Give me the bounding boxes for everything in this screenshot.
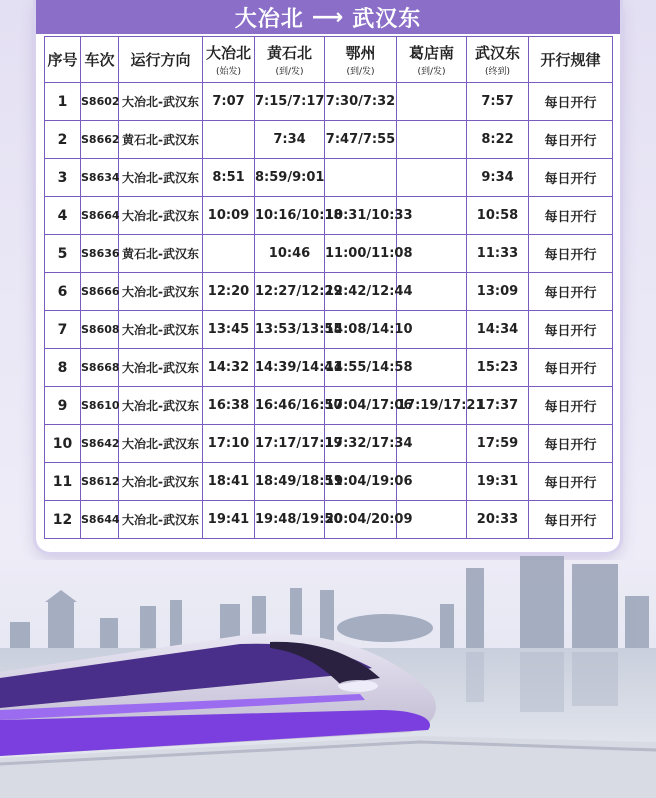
wuhan-east-time-cell: 20:33: [467, 501, 529, 539]
route-direction-cell: 大冶北-武汉东: [119, 501, 203, 539]
column-header-label: 车次: [84, 51, 115, 69]
operation-rule-cell: 每日开行: [529, 501, 613, 539]
column-header-label: 武汉东: [474, 44, 520, 62]
table-row: [45, 159, 613, 197]
daye-north-time-cell: 13:45: [203, 311, 255, 349]
row-number-cell: 9: [45, 387, 81, 425]
column-header-label: 葛店南: [408, 44, 454, 62]
train-number-cell: S8634: [81, 159, 119, 197]
column-header: [397, 37, 467, 83]
route-direction-cell: 大冶北-武汉东: [119, 83, 203, 121]
row-number-cell: 3: [45, 159, 81, 197]
wuhan-east-time-cell: 13:09: [467, 273, 529, 311]
column-header-note: (到/发): [346, 67, 375, 77]
huangshi-north-time-cell: 19:48/19:50: [255, 501, 325, 539]
route-direction-cell: 大冶北-武汉东: [119, 425, 203, 463]
table-row: [45, 349, 613, 387]
huangshi-north-time-cell: 18:49/18:51: [255, 463, 325, 501]
operation-rule-cell: 每日开行: [529, 387, 613, 425]
title-destination: 武汉东: [352, 6, 422, 32]
ezhou-time-cell: 10:31/10:33: [325, 197, 397, 235]
wuhan-east-time-cell: 7:57: [467, 83, 529, 121]
row-number-cell: 4: [45, 197, 81, 235]
daye-north-time-cell: 16:38: [203, 387, 255, 425]
table-row: [45, 463, 613, 501]
ezhou-time-cell: [325, 159, 397, 197]
ezhou-time-cell: 14:55/14:58: [325, 349, 397, 387]
operation-rule-cell: 每日开行: [529, 83, 613, 121]
ezhou-time-cell: 19:04/19:06: [325, 463, 397, 501]
row-number-cell: 12: [45, 501, 81, 539]
row-number-cell: 5: [45, 235, 81, 273]
huangshi-north-time-cell: 12:27/12:29: [255, 273, 325, 311]
column-header: [325, 37, 397, 83]
daye-north-time-cell: 18:41: [203, 463, 255, 501]
column-header: [81, 37, 119, 83]
wuhan-east-time-cell: 14:34: [467, 311, 529, 349]
table-row: [45, 311, 613, 349]
train-number-cell: S8666: [81, 273, 119, 311]
column-header-note: (到/发): [417, 67, 446, 77]
operation-rule-cell: 每日开行: [529, 463, 613, 501]
train-number-cell: S8642: [81, 425, 119, 463]
wuhan-east-time-cell: 17:37: [467, 387, 529, 425]
route-direction-cell: 黄石北-武汉东: [119, 121, 203, 159]
table-row: [45, 425, 613, 463]
row-number-cell: 11: [45, 463, 81, 501]
gedian-south-time-cell: [397, 159, 467, 197]
table-row: [45, 83, 613, 121]
route-direction-cell: 大冶北-武汉东: [119, 349, 203, 387]
train-number-cell: S8662: [81, 121, 119, 159]
daye-north-time-cell: 12:20: [203, 273, 255, 311]
row-number-cell: 1: [45, 83, 81, 121]
operation-rule-cell: 每日开行: [529, 273, 613, 311]
wuhan-east-time-cell: 15:23: [467, 349, 529, 387]
column-header-label: 开行规律: [540, 51, 601, 69]
daye-north-time-cell: 14:32: [203, 349, 255, 387]
huangshi-north-time-cell: 10:16/10:18: [255, 197, 325, 235]
row-number-cell: 8: [45, 349, 81, 387]
daye-north-time-cell: 7:07: [203, 83, 255, 121]
arrow-icon: ⟶: [311, 4, 345, 30]
operation-rule-cell: 每日开行: [529, 349, 613, 387]
train-number-cell: S8644: [81, 501, 119, 539]
huangshi-north-time-cell: 7:15/7:17: [255, 83, 325, 121]
column-header-label: 运行方向: [130, 51, 191, 69]
ezhou-time-cell: 20:04/20:09: [325, 501, 397, 539]
gedian-south-time-cell: 17:19/17:21: [397, 387, 467, 425]
route-direction-cell: 大冶北-武汉东: [119, 463, 203, 501]
table-row: [45, 197, 613, 235]
train-number-cell: S8602: [81, 83, 119, 121]
table-row: [45, 235, 613, 273]
column-header-note: (始发): [215, 67, 242, 77]
ezhou-time-cell: 7:47/7:55: [325, 121, 397, 159]
operation-rule-cell: 每日开行: [529, 159, 613, 197]
operation-rule-cell: 每日开行: [529, 311, 613, 349]
timetable-title: [36, 0, 620, 34]
route-direction-cell: 大冶北-武汉东: [119, 273, 203, 311]
timetable-card: [36, 0, 620, 552]
column-header-note: (终到): [484, 67, 511, 77]
column-header-label: 鄂州: [345, 44, 376, 62]
huangshi-north-time-cell: 14:39/14:41: [255, 349, 325, 387]
wuhan-east-time-cell: 9:34: [467, 159, 529, 197]
train-number-cell: S8608: [81, 311, 119, 349]
column-header-label: 大冶北: [205, 44, 251, 62]
train-number-cell: S8610: [81, 387, 119, 425]
wuhan-east-time-cell: 17:59: [467, 425, 529, 463]
table-row: [45, 387, 613, 425]
table-row: [45, 121, 613, 159]
route-direction-cell: 大冶北-武汉东: [119, 159, 203, 197]
huangshi-north-time-cell: 8:59/9:01: [255, 159, 325, 197]
daye-north-time-cell: [203, 121, 255, 159]
ezhou-time-cell: 7:30/7:32: [325, 83, 397, 121]
route-direction-cell: 大冶北-武汉东: [119, 311, 203, 349]
daye-north-time-cell: [203, 235, 255, 273]
train-number-cell: S8612: [81, 463, 119, 501]
route-direction-cell: 大冶北-武汉东: [119, 387, 203, 425]
daye-north-time-cell: 10:09: [203, 197, 255, 235]
train-number-cell: S8668: [81, 349, 119, 387]
daye-north-time-cell: 19:41: [203, 501, 255, 539]
row-number-cell: 6: [45, 273, 81, 311]
huangshi-north-time-cell: 13:53/13:55: [255, 311, 325, 349]
title-origin: 大冶北: [234, 6, 304, 32]
ezhou-time-cell: 11:00/11:08: [325, 235, 397, 273]
route-direction-cell: 大冶北-武汉东: [119, 197, 203, 235]
operation-rule-cell: 每日开行: [529, 121, 613, 159]
ezhou-time-cell: 12:42/12:44: [325, 273, 397, 311]
route-direction-cell: 黄石北-武汉东: [119, 235, 203, 273]
wuhan-east-time-cell: 11:33: [467, 235, 529, 273]
table-row: [45, 501, 613, 539]
operation-rule-cell: 每日开行: [529, 425, 613, 463]
column-header: [467, 37, 529, 83]
train-city-illustration: [0, 560, 656, 798]
daye-north-time-cell: 17:10: [203, 425, 255, 463]
schedule-table: [44, 36, 613, 539]
huangshi-north-time-cell: 17:17/17:19: [255, 425, 325, 463]
table-header-row: [45, 37, 613, 83]
column-header-label: 黄石北: [266, 44, 312, 62]
column-header: [119, 37, 203, 83]
train-number-cell: S8664: [81, 197, 119, 235]
ezhou-time-cell: 14:08/14:10: [325, 311, 397, 349]
huangshi-north-time-cell: 16:46/16:50: [255, 387, 325, 425]
table-row: [45, 273, 613, 311]
wuhan-east-time-cell: 10:58: [467, 197, 529, 235]
column-header-label: 序号: [47, 51, 78, 69]
operation-rule-cell: 每日开行: [529, 235, 613, 273]
row-number-cell: 2: [45, 121, 81, 159]
ezhou-time-cell: 17:04/17:06: [325, 387, 397, 425]
row-number-cell: 7: [45, 311, 81, 349]
huangshi-north-time-cell: 10:46: [255, 235, 325, 273]
column-header: [529, 37, 613, 83]
wuhan-east-time-cell: 19:31: [467, 463, 529, 501]
train-number-cell: S8636: [81, 235, 119, 273]
gedian-south-time-cell: [397, 83, 467, 121]
column-header: [203, 37, 255, 83]
operation-rule-cell: 每日开行: [529, 197, 613, 235]
gedian-south-time-cell: [397, 121, 467, 159]
ezhou-time-cell: 17:32/17:34: [325, 425, 397, 463]
column-header: [45, 37, 81, 83]
huangshi-north-time-cell: 7:34: [255, 121, 325, 159]
wuhan-east-time-cell: 8:22: [467, 121, 529, 159]
row-number-cell: 10: [45, 425, 81, 463]
column-header-note: (到/发): [275, 67, 304, 77]
column-header: [255, 37, 325, 83]
daye-north-time-cell: 8:51: [203, 159, 255, 197]
